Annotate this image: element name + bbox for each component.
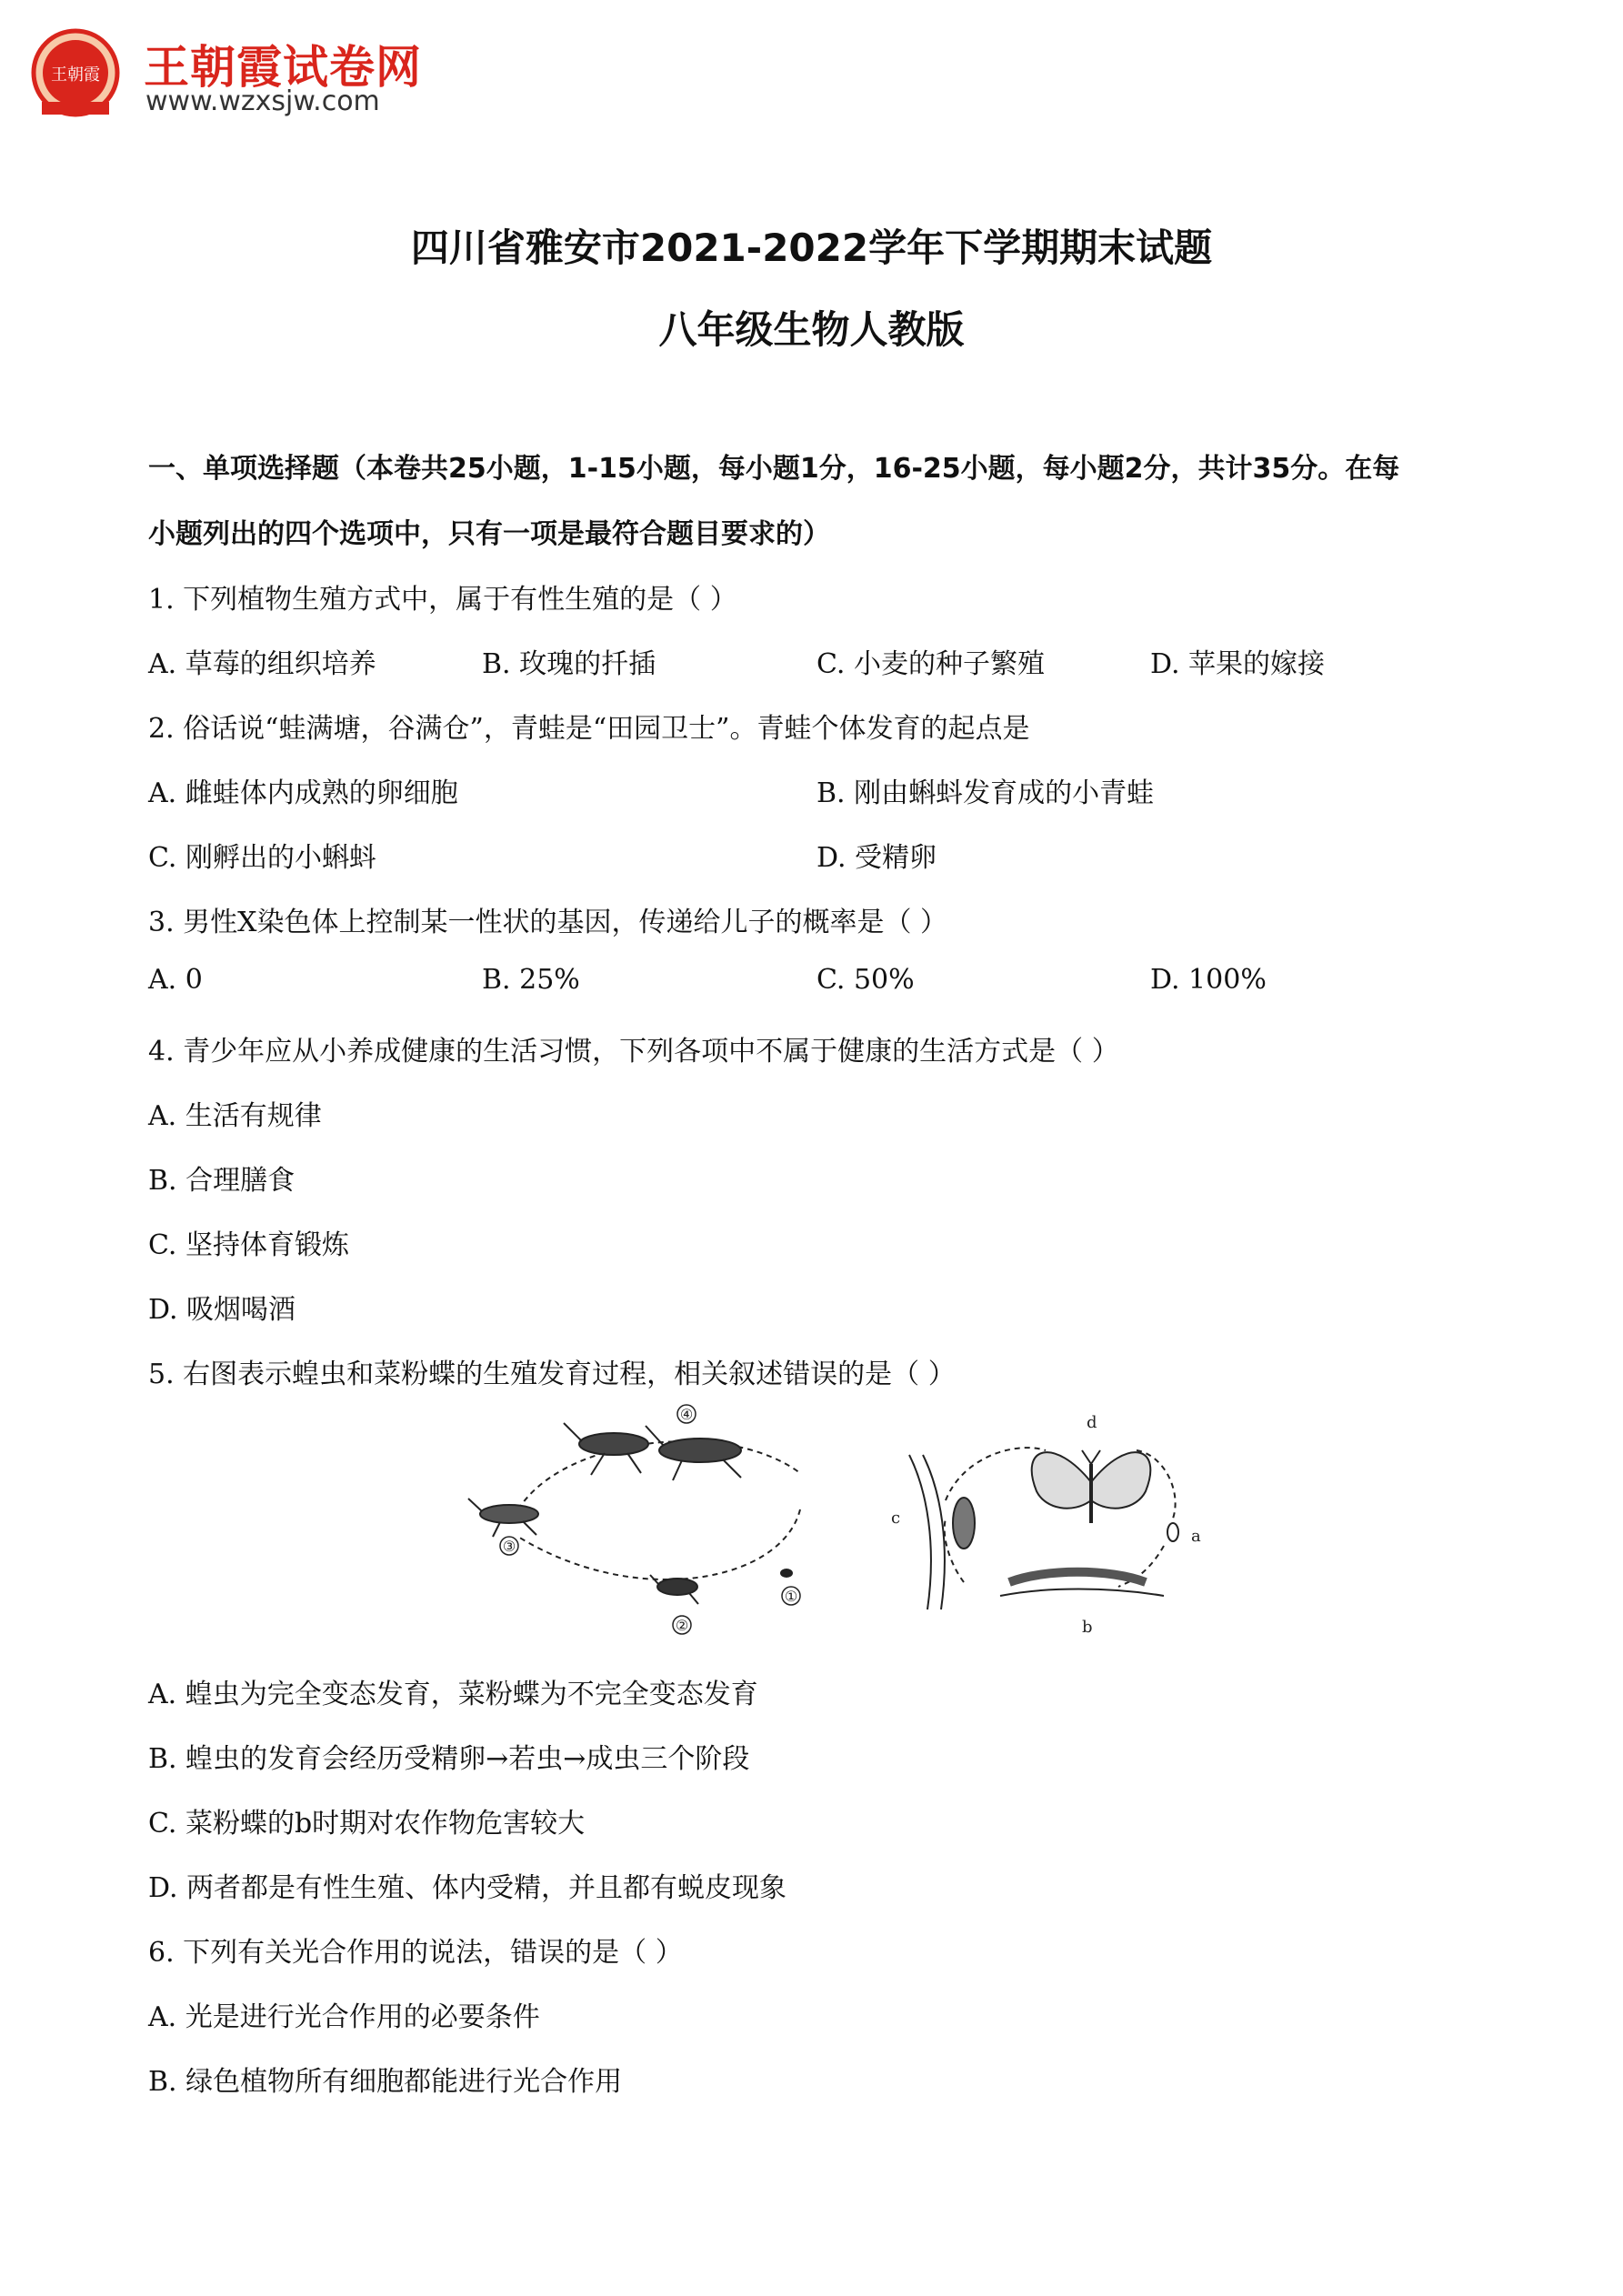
question-5-option-d: D. 两者都是有性生殖、体内受精，并且都有蜕皮现象 [148,1872,787,1904]
grasshopper-label-1: ① [784,1588,798,1605]
question-4-stem: 4. 青少年应从小养成健康的生活习惯，下列各项中不属于健康的生活方式是（ ） [148,1036,1119,1068]
question-4-option-b: B. 合理膳食 [148,1165,296,1197]
question-2-option-b: B. 刚由蝌蚪发育成的小青蛙 [817,777,1155,809]
question-2-option-d: D. 受精卵 [817,842,937,874]
section-heading-line2: 小题列出的四个选项中，只有一项是最符合题目要求的） [148,518,830,550]
question-4-option-c: C. 坚持体育锻炼 [148,1229,349,1261]
butterfly-label-c: c [891,1509,901,1528]
grasshopper-label-2: ② [675,1617,689,1634]
question-2-stem: 2. 俗话说“蛙满塘，谷满仓”，青蛙是“田园卫士”。青蛙个体发育的起点是 [148,713,1030,745]
question-1-option-b: B. 玫瑰的扦插 [482,648,656,680]
butterfly-cycle [909,1448,1178,1609]
question-5-option-a: A. 蝗虫为完全变态发育，菜粉蝶为不完全变态发育 [148,1679,758,1710]
question-3-option-d: D. 100% [1150,964,1267,996]
page-title: 四川省雅安市2021-2022学年下学期期末试题 [410,226,1213,270]
grasshopper-label-3: ③ [502,1538,516,1555]
section-heading-line1: 一、单项选择题（本卷共25小题，1-15小题，每小题1分，16-25小题，每小题2分，共计35分。在每 [148,453,1400,485]
question-5-option-c: C. 菜粉蝶的b时期对农作物危害较大 [148,1808,586,1840]
svg-text:王朝霞: 王朝霞 [51,65,100,85]
butterfly-egg-icon [1167,1523,1178,1541]
grasshopper-label-4: ④ [679,1406,694,1423]
butterfly-pupa-icon [909,1455,975,1609]
insect-lifecycle-figure [455,1400,1201,1646]
question-3-option-b: B. 25% [482,964,580,996]
lifecycle-diagram [455,1400,1201,1646]
question-2-option-a: A. 雌蛙体内成熟的卵细胞 [148,777,458,809]
page-subtitle: 八年级生物人教版 [658,307,965,352]
question-3-option-c: C. 50% [817,964,915,996]
question-2-option-c: C. 刚孵出的小蝌蚪 [148,842,376,874]
question-3-option-a: A. 0 [148,964,203,996]
grasshopper-nymph-icon [468,1499,538,1537]
question-1-option-a: A. 草莓的组织培养 [148,648,376,680]
butterfly-larva-icon [1000,1572,1164,1596]
question-1-option-c: C. 小麦的种子繁殖 [817,648,1045,680]
question-5-option-b: B. 蝗虫的发育会经历受精卵→若虫→成虫三个阶段 [148,1743,750,1775]
butterfly-adult-icon [1032,1450,1151,1523]
grasshopper-cycle [468,1423,800,1604]
question-4-option-d: D. 吸烟喝酒 [148,1294,296,1326]
question-3-stem: 3. 男性X染色体上控制某一性状的基因，传递给儿子的概率是（ ） [148,907,948,938]
question-5-stem: 5. 右图表示蝗虫和菜粉蝶的生殖发育过程，相关叙述错误的是（ ） [148,1359,956,1390]
logo-brand-text: 王朝霞试卷网 [144,41,422,94]
question-6-option-a: A. 光是进行光合作用的必要条件 [148,2001,540,2033]
logo-seal-icon [25,25,130,121]
question-6-stem: 6. 下列有关光合作用的说法，错误的是（ ） [148,1937,683,1969]
grasshopper-adult-icon [564,1423,741,1480]
question-1-stem: 1. 下列植物生殖方式中，属于有性生殖的是（ ） [148,584,737,616]
grasshopper-egg-icon [781,1569,792,1577]
site-logo [25,25,422,125]
question-4-option-a: A. 生活有规律 [148,1100,322,1132]
question-1-option-d: D. 苹果的嫁接 [1150,648,1326,680]
butterfly-label-a: a [1191,1527,1201,1546]
butterfly-label-d: d [1087,1413,1097,1432]
logo-url-text: www.wzxsjw.com [145,85,380,117]
butterfly-label-b: b [1082,1618,1093,1637]
question-6-option-b: B. 绿色植物所有细胞都能进行光合作用 [148,2066,623,2098]
